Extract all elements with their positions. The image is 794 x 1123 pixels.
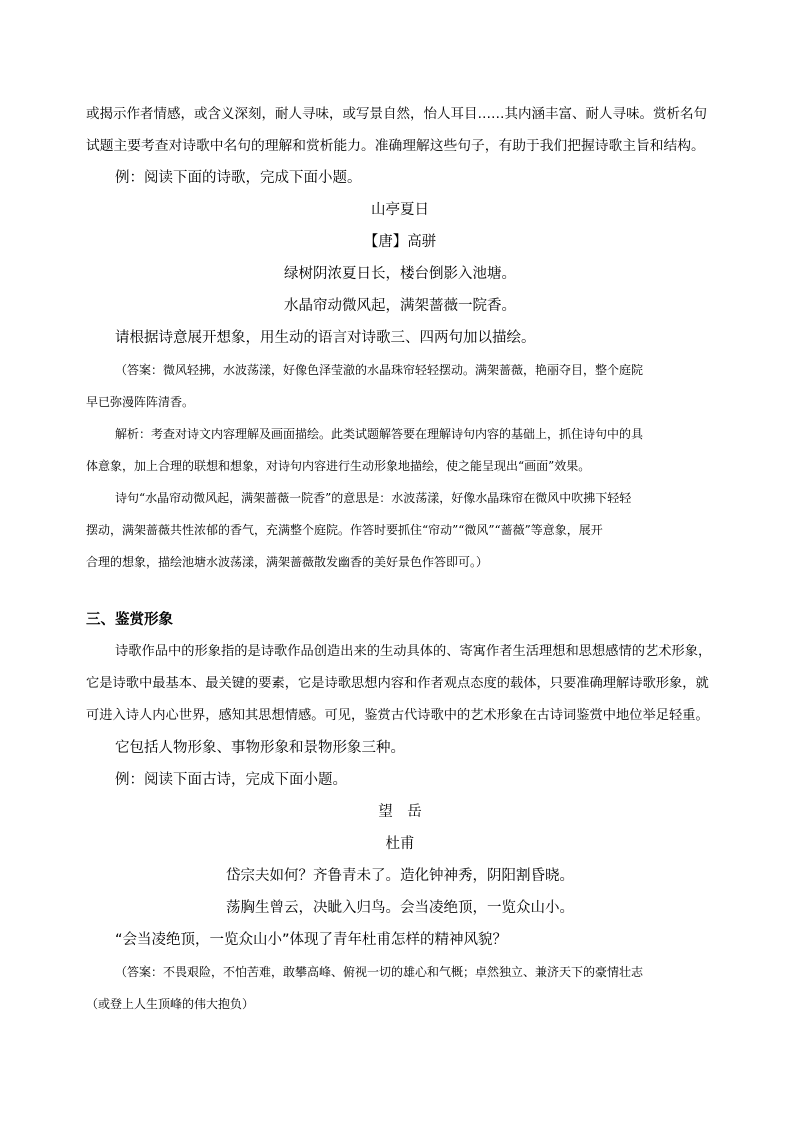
section-heading: 三、鉴赏形象	[86, 612, 173, 628]
poem-line: 水晶帘动微风起，满架蔷薇一院香。	[284, 298, 516, 314]
poem-title: 山亭夏日	[371, 202, 429, 218]
paragraph-line: 可进入诗人内心世界，感知其思想情感。可见，鉴赏古代诗歌中的艺术形象在古诗词鉴赏中地位举足轻重。	[86, 708, 709, 723]
answer-line: （答案：微风轻拂，水波荡漾，好像色泽莹澈的水晶珠帘轻轻摆动。满架蔷薇，艳丽夺目，整个庭院	[115, 363, 644, 377]
analysis-line: 解析：考查对诗文内容理解及画面描绘。此类试题解答要在理解诗句内容的基础上，抓住诗句中的具	[115, 427, 644, 441]
poem-line: 荡胸生曾云，决眦入归鸟。会当凌绝顶，一览众山小。	[226, 900, 574, 916]
section-gap	[86, 578, 714, 604]
poem-line: 绿树阴浓夏日长，楼台倒影入池塘。	[284, 266, 516, 282]
poem-author: 【唐】高骈	[363, 234, 437, 250]
answer-line: （答案：不畏艰险，不怕苦难，敢攀高峰、俯视一切的雄心和气概；卓然独立、兼济天下的豪情壮志	[115, 965, 644, 979]
paragraph-line: 试题主要考查对诗歌中名句的理解和赏析能力。准确理解这些句子，有助于我们把握诗歌主旨和结构。	[86, 138, 705, 154]
analysis-line: 摆动，满架蔷薇共性浓郁的香气，充满整个庭院。作答时要抓住“帘动”“微风”“蔷薇”等意象，展开	[86, 523, 603, 537]
analysis-line: 合理的想象，描绘池塘水波荡漾，满架蔷薇散发幽香的美好景色作答即可。）	[86, 555, 489, 569]
paragraph-line: 它是诗歌中最基本、最关键的要素，它是诗歌思想内容和作者观点态度的载体，只要准确理解诗歌形象，就	[86, 676, 709, 691]
poem-author: 杜甫	[385, 836, 415, 852]
document-body	[86, 98, 714, 1020]
question: “会当凌绝顶，一览众山小”体现了青年杜甫怎样的精神风貌？	[115, 932, 508, 948]
example-prompt: 例：阅读下面的诗歌，完成下面小题。	[115, 170, 362, 186]
paragraph-line: 它包括人物形象、事物形象和景物形象三种。	[115, 740, 405, 756]
analysis-line: 诗句“水晶帘动微风起，满架蔷薇一院香”的意思是：水波荡漾，好像水晶珠帘在微风中吹拂下轻轻	[115, 491, 632, 505]
poem-line: 岱宗夫如何？齐鲁青未了。造化钟神秀，阴阳割昏晓。	[226, 868, 574, 884]
answer-line: 早已弥漫阵阵清香。	[86, 395, 195, 409]
question: 请根据诗意展开想象，用生动的语言对诗歌三、四两句加以描绘。	[115, 330, 536, 346]
paragraph-line: 诗歌作品中的形象指的是诗歌作品创造出来的生动具体的、寄寓作者生活理想和思想感情的艺术形象，	[115, 644, 712, 659]
example-prompt: 例：阅读下面古诗，完成下面小题。	[115, 772, 347, 788]
poem-title: 望 岳	[378, 804, 422, 820]
analysis-line: 体意象，加上合理的联想和想象，对诗句内容进行生动形象地描绘，使之能呈现出“画面”效果。	[86, 459, 591, 473]
paragraph-line: 或揭示作者情感，或含义深刻，耐人寻味，或写景自然，怡人耳目……其内涵丰富、耐人寻味。赏析名句	[86, 106, 707, 122]
answer-line: （或登上人生顶峰的伟大抱负）	[86, 997, 255, 1011]
